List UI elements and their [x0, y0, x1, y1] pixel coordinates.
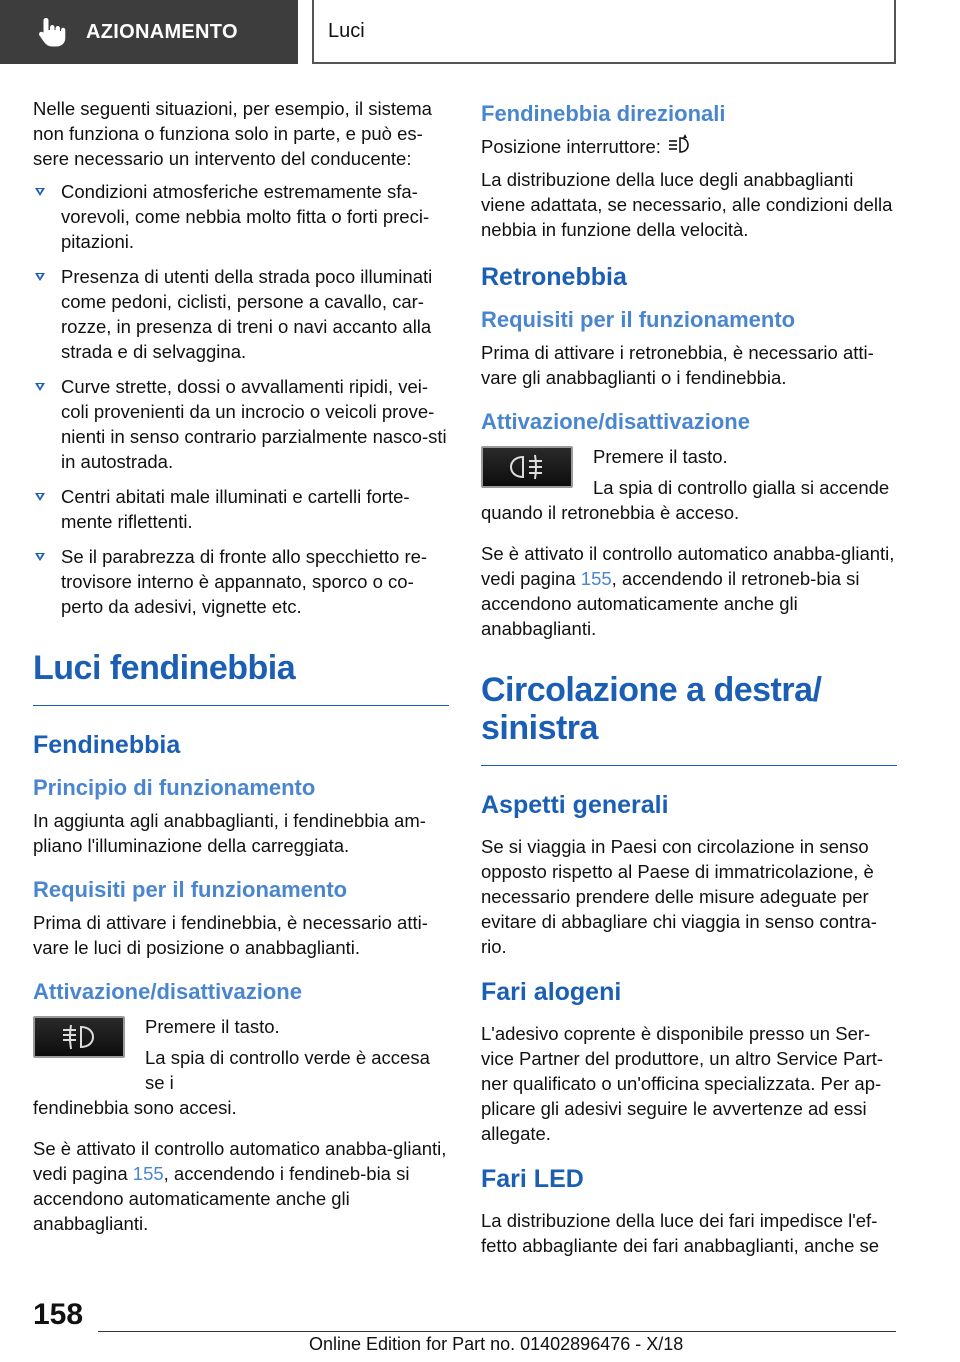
heading-principio: Principio di funzionamento	[33, 775, 316, 800]
page-number: 158	[33, 1298, 84, 1331]
section-title: AZIONAMENTO	[86, 20, 238, 43]
btn-indicator-text-retro: La spia di controllo gialla si accende	[593, 477, 890, 498]
heading-circolazione: Circolazione a destra/ sinistra	[481, 671, 897, 766]
fog-switch-position-icon	[666, 134, 692, 156]
hand-pointer-icon	[34, 14, 70, 50]
footer-divider	[98, 1331, 896, 1332]
bullet-triangle-icon	[35, 273, 45, 281]
list-item: Centri abitati male illuminati e cartelli forte-mente riflettenti.	[33, 484, 449, 534]
heading-fari-led: Fari LED	[481, 1165, 584, 1193]
heading-retronebbia: Retronebbia	[481, 263, 627, 291]
heading-attivazione-retro: Attivazione/disattivazione	[481, 409, 750, 434]
chapter-box	[312, 0, 896, 64]
bullet-triangle-icon	[35, 553, 45, 561]
left-column	[33, 96, 449, 1244]
right-column	[481, 100, 897, 1266]
front-fog-button-image	[33, 1016, 125, 1058]
footer-edition: Online Edition for Part no. 01402896476 - X/18	[309, 1334, 684, 1354]
btn-indicator-continued-retro: quando il retronebbia è acceso.	[481, 502, 740, 523]
bullet-triangle-icon	[35, 383, 45, 391]
list-item: Presenza di utenti della strada poco illuminati come pedoni, ciclisti, persone a cavallo, car-rozze, in presenza di treni o navi accanto alla strada e di selvaggina.	[33, 264, 449, 364]
led-paragraph: La distribuzione della luce dei fari impedisce l'ef-fetto abbagliante dei fari anabbaglianti, anche se	[481, 1210, 880, 1256]
chapter-title: Luci	[328, 19, 365, 42]
rear-fog-button-image	[481, 446, 573, 488]
page-link[interactable]: 155	[580, 568, 612, 589]
heading-fari-alogeni: Fari alogeni	[481, 978, 622, 1006]
list-item: Condizioni atmosferiche estremamente sfa-vorevoli, come nebbia molto fitta o forti preci-pitazioni.	[33, 179, 449, 254]
rear-fog-light-icon	[505, 452, 549, 482]
heading-direzionali: Fendinebbia direzionali	[481, 101, 726, 126]
btn-instruction-retro: Premere il tasto.	[593, 446, 728, 467]
heading-requisiti-retro: Requisiti per il funzionamento	[481, 307, 796, 332]
section-tab	[0, 0, 298, 64]
alogeni-paragraph: L'adesivo coprente è disponibile presso un Ser-vice Partner del produttore, un altro Service Part-ner qualificato o un'officina specializzata. Per ap-plicare gli adesivi seguire le avvertenze ad essi allegate.	[481, 1023, 884, 1144]
fog-button-block	[33, 1014, 449, 1095]
principio-paragraph: In aggiunta agli anabbaglianti, i fendinebbia am-pliano l'illuminazione della carreggiata.	[33, 810, 426, 856]
distribuzione-paragraph: La distribuzione della luce degli anabbaglianti viene adattata, se necessario, alle condizioni della nebbia in funzione della velocità.	[481, 169, 893, 240]
auto-paragraph: Se è attivato il controllo automatico anabba-glianti, vedi pagina 155, accendendo i fendineb-bia si accendono automaticamente anche gli anabbaglianti.	[33, 1138, 447, 1234]
list-item: Curve strette, dossi o avvallamenti ripidi, vei-coli provenienti da un incrocio o veicoli prove-nienti in senso contrario parzialmente nasco-sti in autostrada.	[33, 374, 449, 474]
auto-paragraph-retro: Se è attivato il controllo automatico anabba-glianti, vedi pagina 155, accendendo il retroneb-bia si accendono automaticamente anche gli anabbaglianti.	[481, 543, 895, 639]
heading-luci-fendinebbia: Luci fendinebbia	[33, 649, 449, 706]
btn-indicator-text: La spia di controllo verde è accesa se i	[145, 1047, 430, 1093]
heading-fendinebbia: Fendinebbia	[33, 731, 181, 759]
btn-instruction: Premere il tasto.	[145, 1016, 280, 1037]
requisiti-retro-paragraph: Prima di attivare i retronebbia, è necessario atti-vare gli anabbaglianti o i fendinebbia.	[481, 342, 874, 388]
btn-indicator-continued: fendinebbia sono accesi.	[33, 1097, 237, 1118]
page-link[interactable]: 155	[132, 1163, 164, 1184]
heading-requisiti: Requisiti per il funzionamento	[33, 877, 348, 902]
front-fog-light-icon	[57, 1022, 101, 1052]
bullet-triangle-icon	[35, 188, 45, 196]
intro-paragraph: Nelle seguenti situazioni, per esempio, il sistema non funziona o funziona solo in parte, e può es-sere necessario un intervento del conducente:	[33, 98, 432, 169]
heading-attivazione: Attivazione/disattivazione	[33, 979, 302, 1004]
heading-aspetti-generali: Aspetti generali	[481, 791, 669, 819]
requisiti-paragraph: Prima di attivare i fendinebbia, è necessario atti-vare le luci di posizione o anabbaglianti.	[33, 912, 428, 958]
condition-list	[33, 179, 449, 619]
list-item: Se il parabrezza di fronte allo specchietto re-trovisore interno è appannato, sporco o co-perto da adesivi, vignette etc.	[33, 544, 449, 619]
rear-fog-button-block	[481, 444, 897, 500]
bullet-triangle-icon	[35, 493, 45, 501]
posizione-paragraph: Posizione interruttore:	[481, 134, 897, 159]
aspetti-paragraph: Se si viaggia in Paesi con circolazione in senso opposto rispetto al Paese di immatricolazione, è necessario prendere delle misure adeguate per evitare di abbagliare chi viaggia in senso contra-rio.	[481, 836, 877, 957]
